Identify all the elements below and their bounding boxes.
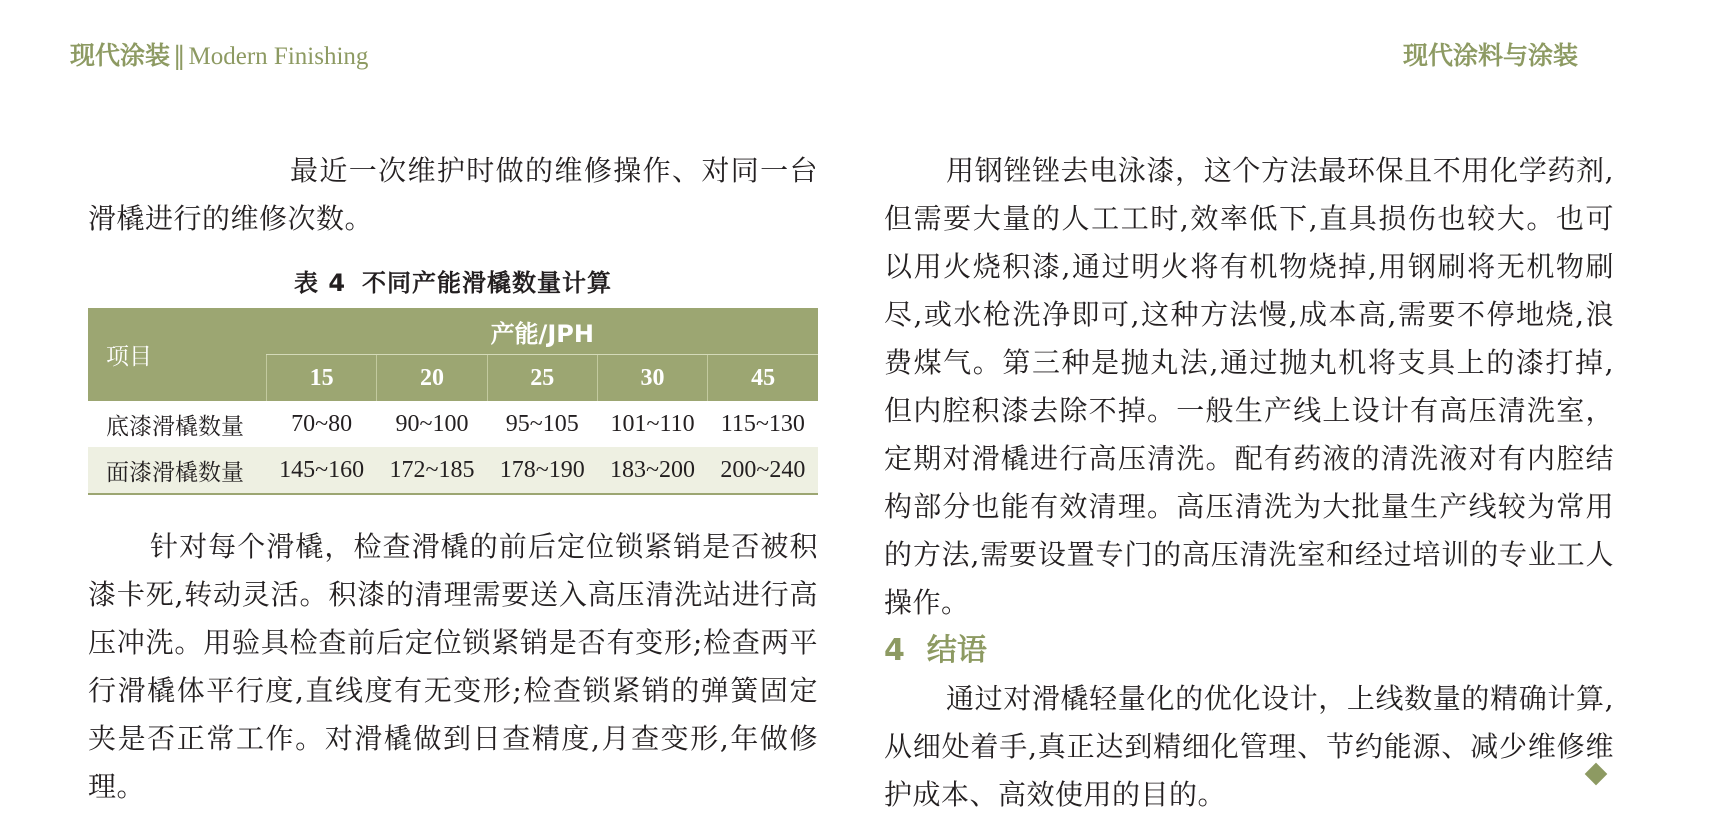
- running-header-right: 现代涂料与涂装: [1403, 41, 1579, 70]
- table-cell: 101~110: [610, 410, 695, 437]
- table-header-cap-20: 20: [377, 355, 487, 402]
- table-row: [88, 447, 818, 494]
- table-header-cap-25: 25: [487, 355, 597, 402]
- table-caption: [88, 263, 818, 298]
- running-header-left: [70, 36, 368, 72]
- table-cell: 183~200: [597, 447, 707, 494]
- table-header-cap-45: 45: [708, 355, 818, 402]
- table-header-cap-30: 30: [597, 355, 707, 402]
- section-number: 4: [884, 633, 905, 668]
- right-paragraph-1: 用钢锉锉去电泳漆，这个方法最环保且不用化学药剂,但需要大量的人工工时,效率低下,直具损伤也较大。也可以用火烧积漆,通过明火将有机物烧掉,用钢刷将无机物刷尽,或水枪洗净即可,这种方法慢,成本高,需要不停地烧,浪费煤气。第三种是抛丸法,通过抛丸机将支具上的漆打掉,但内腔积漆去除不掉。一般生产线上设计有高压清洗室，定期对滑橇进行高压清洗。配有药液的清洗液对有内腔结构部分也能有效清理。高压清洗为大批量生产线较为常用的方法,需要设置专门的高压清洗室和经过培训的专业工人操作。: [884, 154, 1614, 619]
- header-separator: ‖: [173, 41, 186, 70]
- right-paragraph-2: 通过对滑橇轻量化的优化设计，上线数量的精确计算,从细处着手,真正达到精细化管理、节约能源、减少维修维护成本、高效使用的目的。: [884, 682, 1614, 811]
- table-caption-number: 表 4: [293, 269, 347, 297]
- journal-name-en: Modern Finishing: [188, 43, 369, 70]
- table-cell: 145~160: [267, 447, 377, 494]
- table-caption-title: 不同产能滑橇数量计算: [362, 269, 613, 297]
- table-header-capacity: 产能/JPH: [267, 308, 819, 355]
- table-cell: 95~105: [505, 410, 579, 437]
- table-row-label: 底漆滑橇数量: [106, 413, 244, 440]
- right-column: [884, 147, 1614, 819]
- journal-name-cn: 现代涂装: [70, 41, 171, 70]
- section-title: 结语: [926, 633, 987, 668]
- table-row: [88, 401, 818, 447]
- left-column: [88, 147, 818, 811]
- table-cell: 70~80: [291, 410, 353, 437]
- table-cell: 90~100: [395, 410, 469, 437]
- left-paragraph-2: 针对每个滑橇，检查滑橇的前后定位锁紧销是否被积漆卡死,转动灵活。积漆的清理需要送入高压清洗站进行高压冲洗。用验具检查前后定位锁紧销是否有变形;检查两平行滑橇体平行度,直线度有无变形;检查锁紧销的弹簧固定夹是否正常工作。对滑橇做到日查精度,月查变形,年做修理。: [88, 530, 818, 803]
- left-paragraph-1: 最近一次维护时做的维修操作、对同一台滑橇进行的维修次数。: [88, 154, 818, 235]
- section-heading: [884, 627, 1614, 675]
- table-cell: 172~185: [377, 447, 487, 494]
- table-header-item: 项目: [88, 308, 267, 401]
- table-header-cap-15: 15: [267, 355, 377, 402]
- table-cell: 115~130: [720, 410, 805, 437]
- capacity-table: [88, 308, 818, 495]
- table-cell: 200~240: [708, 447, 818, 494]
- table-row-label: 面漆滑橇数量: [88, 447, 267, 494]
- table-cell: 178~190: [487, 447, 597, 494]
